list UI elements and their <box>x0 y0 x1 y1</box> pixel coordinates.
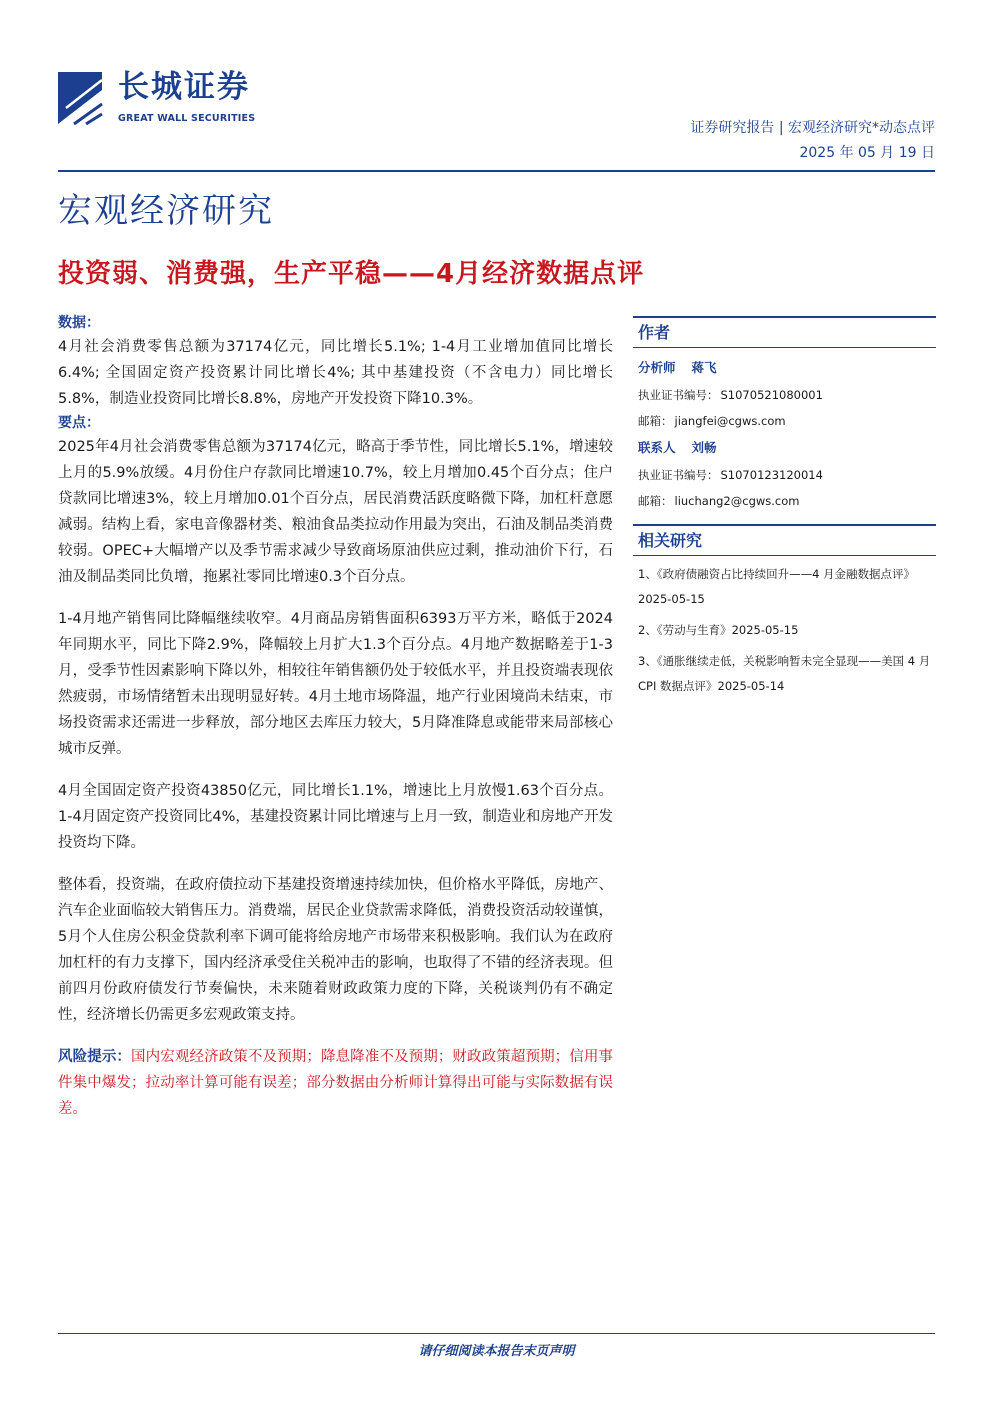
report-type: 证券研究报告 | 宏观经济研究*动态点评 <box>690 120 935 136</box>
consumption-paragraph: 2025年4月社会消费零售总额为37174亿元，略高于季节性，同比增长5.1%，增速较上月的5.9%放缓。4月份住户存款同比增速10.7%，较上月增加0.45个百分点；住户贷款同比增速3%，较上月增加0.01个百分点，居民消费活跃度略微下降，加杠杆意愿减弱。结构上看，家电音像器材类、粮油食品类拉动作用最为突出，石油及制品类消费较弱。OPEC+大幅增产以及季节需求减少导致商场原油供应过剩，推动油价下行，石油及制品类同比负增，拖累社零同比增速0.3个百分点。 <box>58 439 613 585</box>
footer-divider <box>58 1333 935 1334</box>
analyst-email <box>638 408 931 434</box>
analyst-role: 分析师 <box>638 360 676 375</box>
footer-disclaimer: 请仔细阅读本报告末页声明 <box>418 1344 575 1359</box>
contact-email <box>638 488 931 514</box>
brand-logo <box>54 68 274 128</box>
authors-block <box>633 348 936 524</box>
related-research-item[interactable]: 3、《通胀继续走低，关税影响暂未完全显现——美国 4 月 CPI 数据点评》2025-05-14 <box>638 654 931 693</box>
analyst-row <box>638 354 931 382</box>
contact-role: 联系人 <box>638 440 676 455</box>
summary-paragraph: 整体看，投资端，在政府债拉动下基建投资增速持续加快，但价格水平降低，房地产、汽车企业面临较大销售压力。消费端，居民企业贷款需求降低，消费投资活动较谨慎，5月个人住房公积金贷款利率下调可能将给房地产市场带来积极影响。我们认为在政府加杠杆的有力支撑下，国内经济承受住关税冲击的影响，也取得了不错的经济表现。但前四月份政府债发行节奏偏快，未来随着财政政策力度的下降，关税谈判仍有不确定性，经济增长仍需更多宏观政策支持。 <box>58 877 613 1023</box>
risk-warning <box>58 1044 613 1122</box>
contact-cert-label: 执业证书编号： <box>638 468 719 482</box>
points-section-title: 要点： <box>58 415 100 431</box>
data-paragraph: 4月社会消费零售总额为37174亿元，同比增长5.1%; 1-4月工业增加值同比增长6.4%; 全国固定资产投资累计同比增长4%; 其中基建投资（不含电力）同比增长5.8%，制造业投资同比增长8.8%，房地产开发投资下降10.3%。 <box>58 339 613 407</box>
related-research-item[interactable]: 1、《政府债融资占比持续回升——4 月金融数据点评》2025-05-15 <box>638 567 916 606</box>
real-estate-paragraph: 1-4月地产销售同比降幅继续收窄。4月商品房销售面积6393万平方米，略低于2024年同期水平，同比下降2.9%，降幅较上月扩大1.3个百分点。4月地产数据略差于1-3月，受季节性因素影响下降以外，相较往年销售额仍处于较低水平，并且投资端表现依然疲弱，市场情绪暂未出现明显好转。4月土地市场降温，地产行业困境尚未结束，市场投资需求还需进一步释放，部分地区去库压力较大，5月降准降息或能带来局部核心城市反弹。 <box>58 611 613 757</box>
main-content <box>58 312 613 1122</box>
analyst-cert-number: S1070521080001 <box>720 388 823 402</box>
header-divider <box>58 170 935 172</box>
great-wall-logo-icon <box>54 68 106 128</box>
analyst-cert <box>638 382 931 408</box>
analyst-email-address[interactable]: jiangfei@cgws.com <box>674 414 786 428</box>
sidebar <box>633 316 936 715</box>
contact-row <box>638 434 931 462</box>
authors-heading: 作者 <box>633 316 936 348</box>
report-category: 宏观经济研究 <box>58 191 274 231</box>
brand-name-cn: 长城证券 <box>118 69 250 105</box>
contact-email-label: 邮箱： <box>638 494 673 508</box>
risk-label: 风险提示： <box>58 1049 132 1065</box>
analyst-cert-label: 执业证书编号： <box>638 388 719 402</box>
risk-text: 国内宏观经济政策不及预期；降息降准不及预期；财政政策超预期；信用事件集中爆发；拉动率计算可能有误差；部分数据由分析师计算得出可能与实际数据有误差。 <box>58 1049 614 1117</box>
contact-cert <box>638 462 931 488</box>
related-research-item[interactable]: 2、《劳动与生育》2025-05-15 <box>638 623 799 637</box>
data-section-title: 数据： <box>58 315 100 331</box>
investment-paragraph: 4月全国固定资产投资43850亿元，同比增长1.1%，增速比上月放慢1.63个百分点。1-4月固定资产投资同比4%，基建投资累计同比增速与上月一致，制造业和房地产开发投资均下降。 <box>58 783 613 851</box>
related-research-list <box>633 556 936 715</box>
analyst-email-label: 邮箱： <box>638 414 673 428</box>
related-research-heading: 相关研究 <box>633 524 936 556</box>
report-headline: 投资弱、消费强，生产平稳——4月经济数据点评 <box>58 259 645 289</box>
brand-name-en: GREAT WALL SECURITIES <box>118 113 256 124</box>
contact-email-address[interactable]: liuchang2@cgws.com <box>674 494 800 508</box>
contact-name: 刘畅 <box>691 440 717 455</box>
report-date: 2025 年 05 月 19 日 <box>799 145 935 161</box>
analyst-name: 蒋飞 <box>691 360 717 375</box>
contact-cert-number: S1070123120014 <box>720 468 823 482</box>
